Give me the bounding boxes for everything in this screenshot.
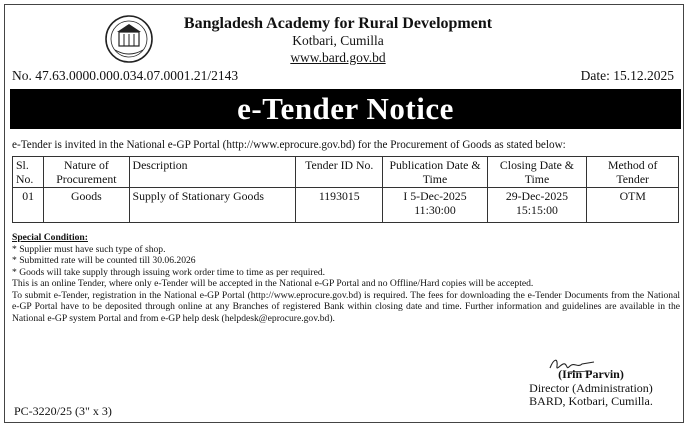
special-heading: Special Condition: [12, 232, 88, 243]
table-header-row [13, 157, 679, 188]
org-name: Bangladesh Academy for Rural Development [183, 15, 493, 32]
intro-text: e-Tender is invited in the National e-GP Portal (http://www.eprocure.gov.bd) for the Procurement of Goods as stated below: [12, 139, 566, 151]
condition-item: * Supplier must have such type of shop. [12, 243, 166, 255]
title-banner [10, 89, 681, 129]
closing-date: 29-Dec-2025 [505, 189, 569, 203]
col-header-nature: Nature of Procurement [44, 157, 129, 188]
signatory-name: (Irin Parvin) [558, 367, 624, 381]
closing-time: 15:15:00 [515, 203, 558, 217]
notice-title: e-Tender Notice [237, 91, 454, 126]
signatory-block [526, 368, 656, 409]
cell-publication [383, 188, 487, 223]
memo-number: No. 47.63.0000.000.034.07.0001.21/2143 [12, 68, 239, 83]
publication-time: 11:30:00 [414, 203, 456, 217]
org-address: Kotbari, Cumilla [292, 33, 384, 48]
col-header-sl: Sl. No. [13, 157, 44, 188]
publication-date: I 5-Dec-2025 [403, 189, 467, 203]
signatory-designation: Director (Administration) [529, 380, 653, 395]
cell-tender-id: 1193015 [296, 188, 383, 223]
signatory-office: BARD, Kotbari, Cumilla. [529, 394, 653, 408]
notice-date: Date: 15.12.2025 [580, 68, 674, 83]
pc-reference: PC-3220/25 (3" x 3) [14, 404, 112, 418]
col-header-method: Method of Tender [587, 157, 679, 188]
cell-nature: Goods [44, 188, 129, 223]
table-row [13, 188, 679, 223]
cell-method: OTM [587, 188, 679, 223]
org-header [163, 14, 513, 66]
condition-item: * Goods will take supply through issuing work order time to time as per required. [12, 266, 326, 278]
col-header-description: Description [129, 157, 296, 188]
condition-item: * Submitted rate will be counted till 30.06.2026 [12, 255, 196, 266]
registration-paragraph: To submit e-Tender, registration in the National e-GP Portal (http://www.eprocure.gov.bd) is required. The fees for downloading the e-Tender Documents from the National e-GP Portal have to be deposited through online at any Branches of registered Bank within closing date and time. Further information and guidelines are available in the National e-GP system Portal and from e-GP help desk (helpdesk@eprocure.gov.bd). [12, 289, 680, 324]
tender-table [12, 156, 679, 223]
col-header-closing: Closing Date & Time [487, 157, 587, 188]
org-website-link[interactable]: www.bard.gov.bd [290, 50, 386, 65]
special-conditions [12, 232, 680, 324]
cell-closing [487, 188, 587, 223]
online-tender-paragraph: This is an online Tender, where only e-Tender will be accepted in the National e-GP Portal and no Offline/Hard copies will be accepted. [12, 278, 534, 289]
col-header-tender-id: Tender ID No. [296, 157, 383, 188]
bard-logo-icon [103, 14, 155, 64]
cell-sl: 01 [13, 188, 44, 223]
cell-description: Supply of Stationary Goods [129, 188, 296, 223]
col-header-publication: Publication Date & Time [383, 157, 487, 188]
